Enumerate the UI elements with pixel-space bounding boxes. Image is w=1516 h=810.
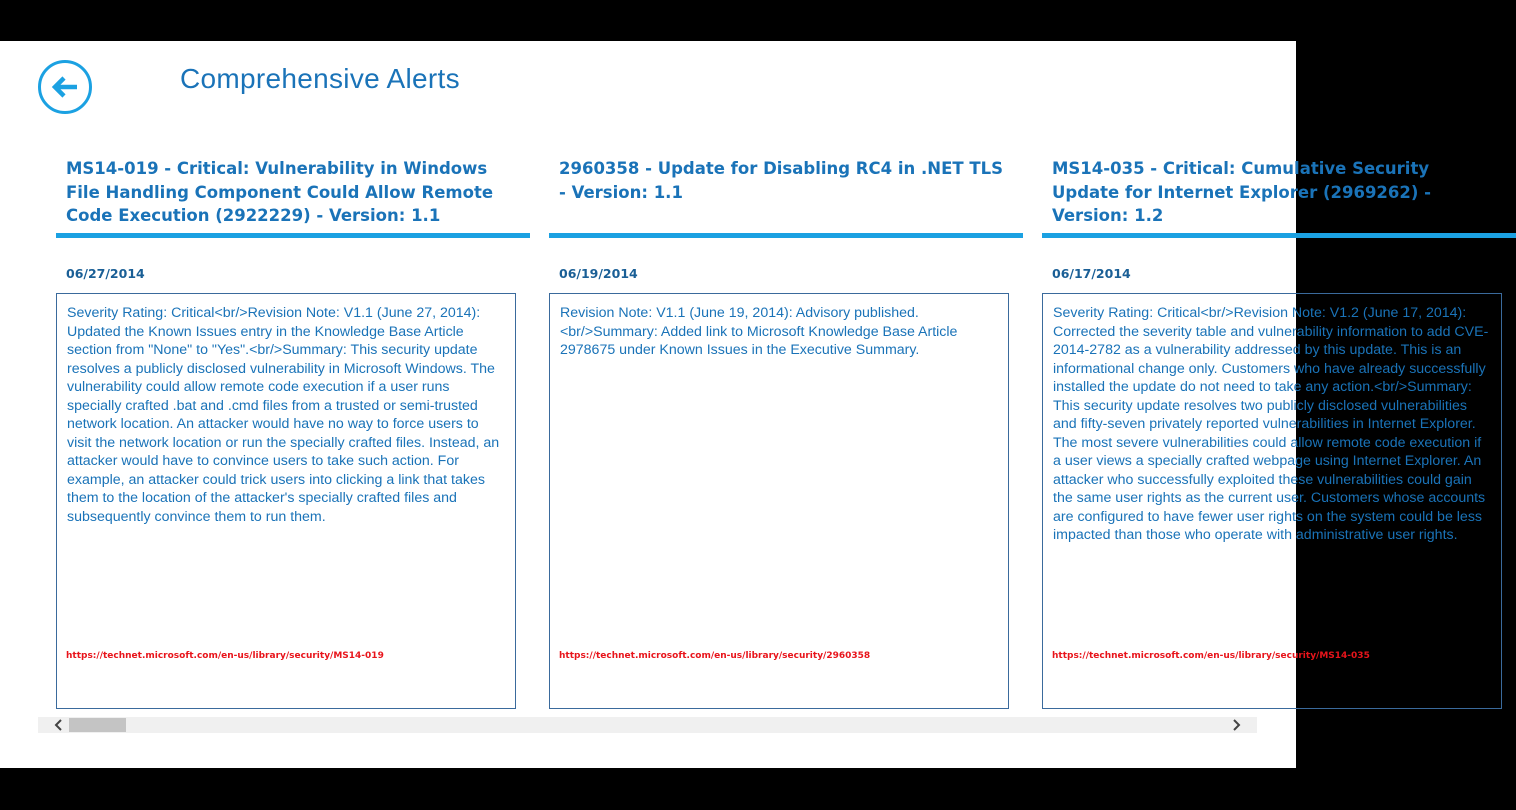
alerts-list[interactable] — [38, 151, 1489, 709]
horizontal-scrollbar[interactable] — [38, 717, 1257, 733]
back-button[interactable] — [38, 60, 92, 114]
app-window — [0, 41, 1489, 768]
alert-date: 06/17/2014 — [1052, 266, 1131, 281]
title-divider — [1042, 233, 1516, 238]
scroll-left-button[interactable] — [50, 717, 68, 733]
alert-card-ms14-019[interactable] — [56, 151, 530, 709]
alert-description: Severity Rating: Critical<br/>Revision Note: V1.2 (June 17, 2014): Corrected the severity table and vulnerability information to add CVE-2014-2782 as a vulnerability addressed by this update. This is an informational change only. Customers who have already successfully installed the update do not need to take any action.<br/>Summary: This security update resolves two publicly disclosed vulnerabilities and fifty-seven privately reported vulnerabilities in Internet Explorer. The most severe vulnerabilities could allow remote code execution if a user views a specially crafted webpage using Internet Explorer. An attacker who successfully exploited these vulnerabilities could gain the same user rights as the current user. Customers whose accounts are configured to have fewer user rights on the system could be less impacted than those who operate with administrative user rights. — [1053, 305, 1489, 543]
alert-title[interactable]: 2960358 - Update for Disabling RC4 in .NET TLS - Version: 1.1 — [559, 159, 1003, 202]
back-arrow-icon — [51, 75, 79, 99]
alert-detail-box — [1042, 293, 1502, 709]
alert-description: Severity Rating: Critical<br/>Revision Note: V1.1 (June 27, 2014): Updated the Known Issues entry in the Knowledge Base Article section from "None" to "Yes".<br/>Summary: This security update resolves a publicly disclosed vulnerability in Microsoft Windows. The vulnerability could allow remote code execution if a user runs specially crafted .bat and .cmd files from a trusted or semi-trusted network location. An attacker would have no way to force users to visit the network location or run the specially crafted files. Instead, an attacker would have to convince users to take such action. For example, an attacker could trick users into clicking a link that takes them to the location of the attacker's specially crafted files and subsequently convince them to run them. — [67, 305, 500, 525]
alert-title[interactable]: MS14-035 - Critical: Cumulative Security Update for Internet Explorer (2969262) - Version: 1.2 — [1052, 159, 1432, 225]
alert-detail-box — [56, 293, 516, 709]
alert-description: Revision Note: V1.1 (June 19, 2014): Advisory published.<br/>Summary: Added link to Microsoft Knowledge Base Article 2978675 under Known Issues in the Executive Summary. — [560, 305, 958, 358]
alert-link[interactable]: https://technet.microsoft.com/en-us/library/security/MS14-035 — [1052, 651, 1370, 661]
alert-detail-box — [549, 293, 1009, 709]
alert-card-2960358[interactable] — [549, 151, 1023, 709]
chevron-left-icon — [54, 719, 64, 731]
alert-date: 06/27/2014 — [66, 266, 145, 281]
scrollbar-thumb[interactable] — [69, 718, 126, 732]
title-divider — [549, 233, 1023, 238]
title-divider — [56, 233, 530, 238]
alert-link[interactable]: https://technet.microsoft.com/en-us/library/security/MS14-019 — [66, 651, 384, 661]
chevron-right-icon — [1231, 719, 1241, 731]
alert-link[interactable]: https://technet.microsoft.com/en-us/library/security/2960358 — [559, 651, 871, 661]
alert-title[interactable]: MS14-019 - Critical: Vulnerability in Windows File Handling Component Could Allow Remote Code Execution (2922229) - Version: 1.1 — [66, 159, 494, 225]
alert-card-ms14-035[interactable] — [1042, 151, 1516, 709]
scroll-right-button[interactable] — [1227, 717, 1245, 733]
page-title: Comprehensive Alerts — [180, 63, 460, 94]
alert-date: 06/19/2014 — [559, 266, 638, 281]
